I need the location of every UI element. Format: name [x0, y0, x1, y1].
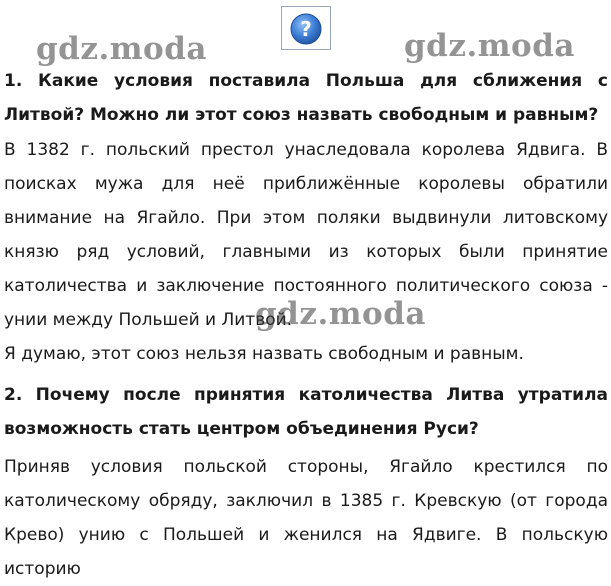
question-mark-icon — [288, 12, 324, 46]
watermark: gdz.moda — [255, 296, 426, 332]
watermark: gdz.moda — [404, 28, 575, 64]
question-title: 2. Почему после принятия католичества Литва утратила возможность стать центром объединения Руси? — [4, 385, 608, 439]
watermark: gdz.moda — [36, 31, 207, 67]
answer-text: Приняв условия польской стороны, Ягайло крестился по католическому обряду, заключил в 1385 г. Кревскую (от города Крево) унию с Польшей и женился на Ядвиге. В польскую историю — [4, 457, 608, 579]
help-button[interactable] — [281, 6, 331, 50]
question-title: 1. Какие условия поставила Польша для сближения с Литвой? Можно ли этот союз назвать свободным и равным? — [4, 71, 608, 125]
answer-text: В 1382 г. польский престол унаследовала королева Ядвига. В поисках мужа для неё приближённые королевы обратили внимание на Ягайло. При этом поляки выдвинули литовскому князю ряд условий, главными из которых были принятие католичества и заключение постоянного политического союза - унии между Польшей и Литвой. — [4, 140, 608, 330]
svg-text:?: ? — [300, 17, 312, 41]
answer-text: Я думаю, этот союз нельзя назвать свободным и равным. — [4, 344, 524, 364]
